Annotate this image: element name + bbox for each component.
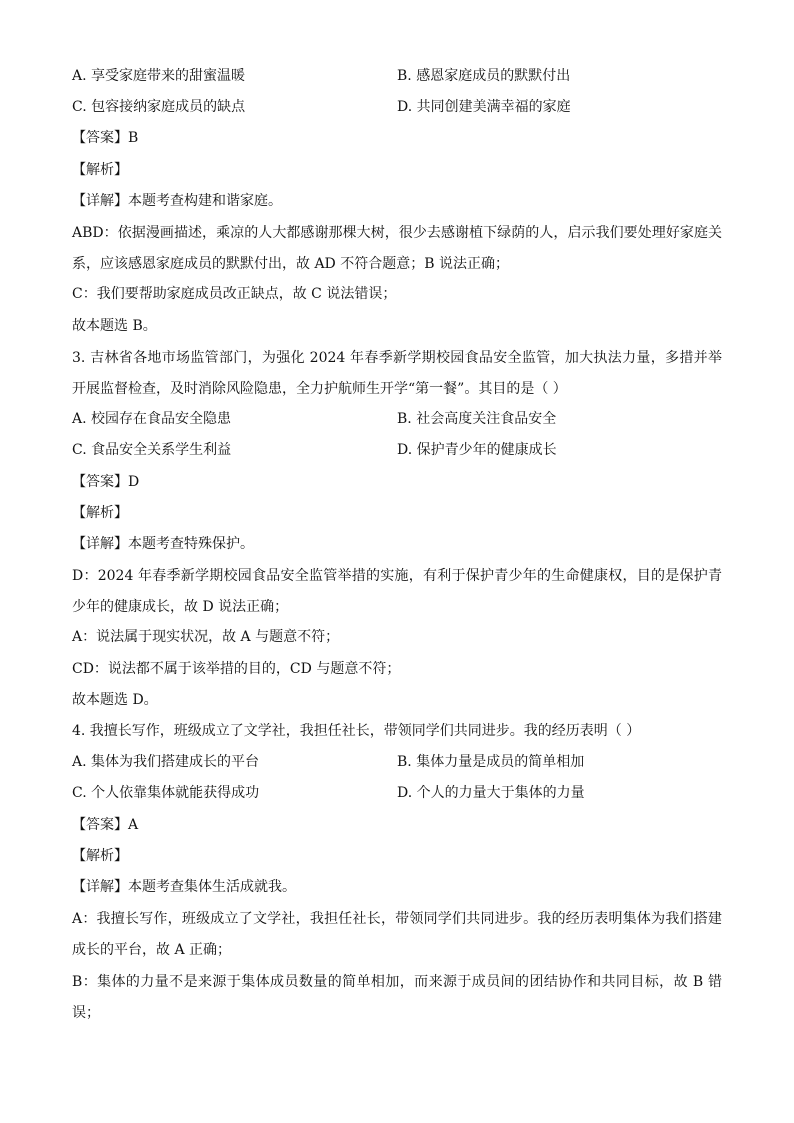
q2-detail: 【详解】本题考查构建和谐家庭。 <box>72 192 282 209</box>
q3-conclusion: 故本题选 D。 <box>72 691 158 708</box>
q4-analysis-label: 【解析】 <box>72 847 128 864</box>
q4-explanation-b: B：集体的力量不是来源于集体成员数量的简单相加，而来源于成员间的团结协作和共同目标，故 B 错误； <box>72 973 722 1021</box>
q3-option-c: C. 食品安全关系学生利益 <box>72 442 232 459</box>
q4-option-d: D. 个人的力量大于集体的力量 <box>397 785 585 802</box>
q2-option-b: B. 感恩家庭成员的默默付出 <box>397 68 571 84</box>
q2-options-row-1 <box>72 62 722 93</box>
q2-option-a: A. 享受家庭带来的甜蜜温暖 <box>72 68 246 84</box>
q3-explanation-d: D：2024 年春季新学期校园食品安全监管举措的实施，有利于保护青少年的生命健康权，目的是保护青少年的健康成长，故 D 说法正确； <box>72 568 722 616</box>
q4-option-a: A. 集体为我们搭建成长的平台 <box>72 754 260 771</box>
q2-explanation-abd: ABD：依据漫画描述，乘凉的人大都感谢那棵大树，很少去感谢植下绿荫的人，启示我们要处理好家庭关系，应该感恩家庭成员的默默付出，故 AD 不符合题意；B 说法正确； <box>72 224 722 273</box>
q4-option-c: C. 个人依靠集体就能获得成功 <box>72 785 260 802</box>
q2-options-row-2 <box>72 93 722 124</box>
q4-explanation-a: A：我擅长写作，班级成立了文学社，我担任社长，带领同学们共同进步。我的经历表明集体为我们搭建成长的平台，故 A 正确； <box>72 911 722 959</box>
q2-option-d: D. 共同创建美满幸福的家庭 <box>397 99 571 116</box>
q2-explanation-c: C：我们要帮助家庭成员改正缺点，故 C 说法错误； <box>72 286 397 303</box>
q3-option-d: D. 保护青少年的健康成长 <box>397 442 557 459</box>
q4-detail: 【详解】本题考查集体生活成就我。 <box>72 878 296 895</box>
q3-analysis-label: 【解析】 <box>72 504 128 521</box>
q3-explanation-cd: CD：说法都不属于该举措的目的，CD 与题意不符； <box>72 660 401 677</box>
q4-stem: 4. 我擅长写作，班级成立了文学社，我担任社长，带领同学们共同进步。我的经历表明（ ） <box>72 723 641 740</box>
q4-option-b: B. 集体力量是成员的简单相加 <box>397 754 585 771</box>
q2-answer: 【答案】B <box>72 130 139 147</box>
q3-stem: 3. 吉林省各地市场监管部门，为强化 2024 年春季新学期校园食品安全监管，加大执法力量，多措并举开展监督检查，及时消除风险隐患，全力护航师生开学“第一餐”。其目的是（ ） <box>72 349 722 397</box>
q3-explanation-a: A：说法属于现实状况，故 A 与题意不符； <box>72 629 340 646</box>
q3-option-a: A. 校园存在食品安全隐患 <box>72 411 232 428</box>
q3-answer: 【答案】D <box>72 473 140 490</box>
q3-option-b: B. 社会高度关注食品安全 <box>397 411 557 428</box>
q3-options-row-1 <box>72 405 722 436</box>
q2-conclusion: 故本题选 B。 <box>72 317 157 334</box>
q4-options-row-1 <box>72 748 722 779</box>
q3-options-row-2 <box>72 436 722 467</box>
q2-option-c: C. 包容接纳家庭成员的缺点 <box>72 99 246 116</box>
q4-answer: 【答案】A <box>72 816 139 833</box>
q4-options-row-2 <box>72 779 722 810</box>
document-page <box>72 62 722 1029</box>
q3-detail: 【详解】本题考查特殊保护。 <box>72 535 254 552</box>
q2-analysis-label: 【解析】 <box>72 161 128 178</box>
